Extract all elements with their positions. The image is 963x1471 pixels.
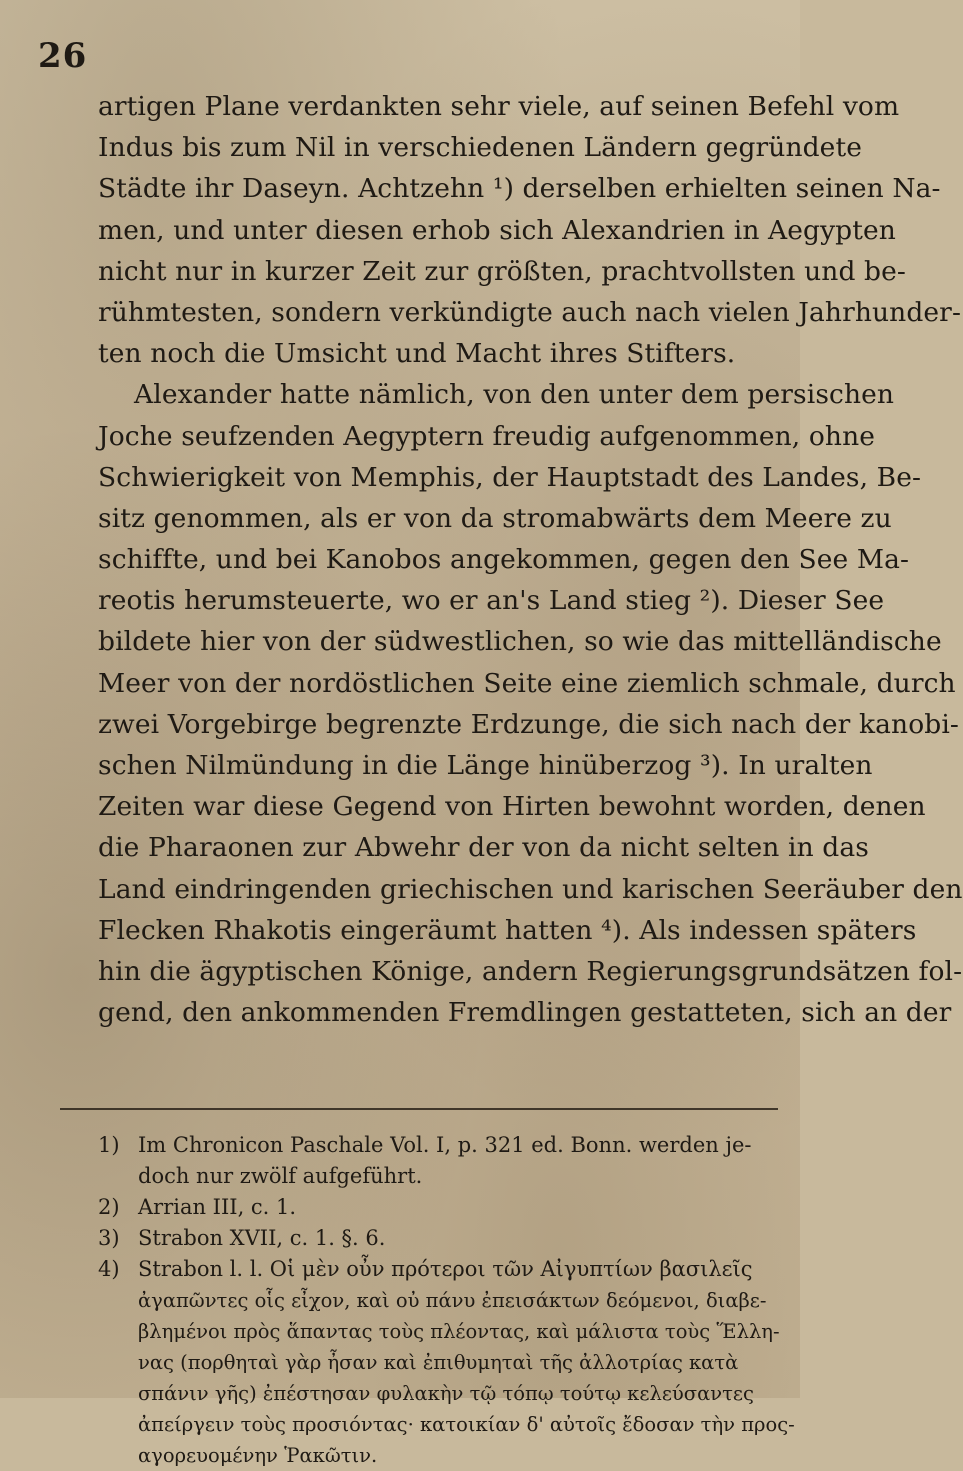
text-line: ten noch die Umsicht und Macht ihres Stifters. xyxy=(98,338,736,370)
text-line: Meer von der nordöstlichen Seite eine ziemlich schmale, durch xyxy=(98,667,956,699)
text-line: hin die ägyptischen Könige, andern Regierungsgrundsätzen fol- xyxy=(98,955,963,987)
greek-quote-line: ἀγαπῶντες οἷς εἶχον, καὶ οὐ πάνυ ἐπεισάκτων δεόμενοι, διαβε- xyxy=(138,1289,767,1312)
text-line: reotis herumsteuerte, wo er an's Land stieg ²). Dieser See xyxy=(98,585,885,617)
footnote-4 xyxy=(98,1254,778,1285)
greek-quote-line: σπάνιν γῆς) ἐπέστησαν φυλακὴν τῷ τόπῳ τούτῳ κελεύσαντες xyxy=(138,1382,754,1405)
text-line: Indus bis zum Nil in verschiedenen Ländern gegründete xyxy=(98,132,862,164)
text-line: Joche seufzenden Aegyptern freudig aufgenommen, ohne xyxy=(98,420,876,452)
text-line: bildete hier von der südwestlichen, so wie das mittelländische xyxy=(98,626,942,658)
text-line: rühmtesten, sondern verkündigte auch nach vielen Jahrhunder- xyxy=(98,296,962,328)
footnote-text: Strabon XVII, c. 1. §. 6. xyxy=(138,1226,386,1250)
page-number: 26 xyxy=(38,36,88,76)
text-line: men, und unter diesen erhob sich Alexandrien in Aegypten xyxy=(98,214,896,246)
footnote-label: 3) xyxy=(98,1226,120,1250)
footnote-text: Im Chronicon Paschale Vol. I, p. 321 ed. Bonn. werden je- xyxy=(138,1133,752,1157)
text-line: Land eindringenden griechischen und karischen Seeräuber den xyxy=(98,873,963,905)
text-line: gend, den ankommenden Fremdlingen gestatteten, sich an der xyxy=(98,997,952,1029)
footnote-label: 2) xyxy=(98,1195,120,1219)
text-line: die Pharaonen zur Abwehr der von da nicht selten in das xyxy=(98,832,869,864)
paragraph-start-line: Alexander hatte nämlich, von den unter dem persischen xyxy=(134,379,895,411)
footnote-divider xyxy=(60,1108,778,1110)
footnote-text: Arrian III, c. 1. xyxy=(138,1195,297,1219)
footnote-label: 4) xyxy=(98,1257,120,1281)
greek-quote-line: βλημένοι πρὸς ἅπαντας τοὺς πλέοντας, καὶ μάλιστα τοὺς Ἕλλη- xyxy=(138,1320,780,1343)
footnote-text: doch nur zwölf aufgeführt. xyxy=(138,1164,423,1188)
main-text-block xyxy=(98,86,963,1033)
greek-quote-line: ἀπείργειν τοὺς προσιόντας· κατοικίαν δ' αὐτοῖς ἔδοσαν τὴν προς- xyxy=(138,1413,795,1436)
text-line: sitz genommen, als er von da stromabwärts dem Meere zu xyxy=(98,502,892,534)
text-line: artigen Plane verdankten sehr viele, auf seinen Befehl vom xyxy=(98,91,900,122)
text-line: zwei Vorgebirge begrenzte Erdzunge, die sich nach der kanobi- xyxy=(98,708,959,740)
footnote-3 xyxy=(98,1223,778,1254)
footnotes-block xyxy=(98,1130,795,1471)
text-line: Flecken Rhakotis eingeräumt hatten ⁴). Als indessen späters xyxy=(98,914,917,946)
greek-quote-line: νας (πορθηταὶ γὰρ ἦσαν καὶ ἐπιθυμηταὶ τῆς ἀλλοτρίας κατὰ xyxy=(138,1351,739,1374)
text-line: schen Nilmündung in die Länge hinüberzog ³). In uralten xyxy=(98,750,873,781)
footnote-text: Strabon l. l. Οἱ μὲν οὖν πρότεροι τῶν Αἰγυπτίων βασιλεῖς xyxy=(138,1257,753,1281)
text-line: nicht nur in kurzer Zeit zur größten, prachtvollsten und be- xyxy=(98,255,906,287)
text-line: Städte ihr Daseyn. Achtzehn ¹) derselben erhielten seinen Na- xyxy=(98,173,941,205)
footnote-1-continuation xyxy=(98,1161,778,1192)
greek-quote-line: αγορευομένην Ῥακῶτιν. xyxy=(138,1444,378,1467)
footnote-2 xyxy=(98,1192,778,1223)
footnote-1 xyxy=(98,1130,778,1161)
text-line: Schwierigkeit von Memphis, der Hauptstadt des Landes, Be- xyxy=(98,461,922,493)
footnote-label: 1) xyxy=(98,1133,120,1157)
text-line: schiffte, und bei Kanobos angekommen, gegen den See Ma- xyxy=(98,544,910,576)
text-line: Zeiten war diese Gegend von Hirten bewohnt worden, denen xyxy=(98,791,926,823)
